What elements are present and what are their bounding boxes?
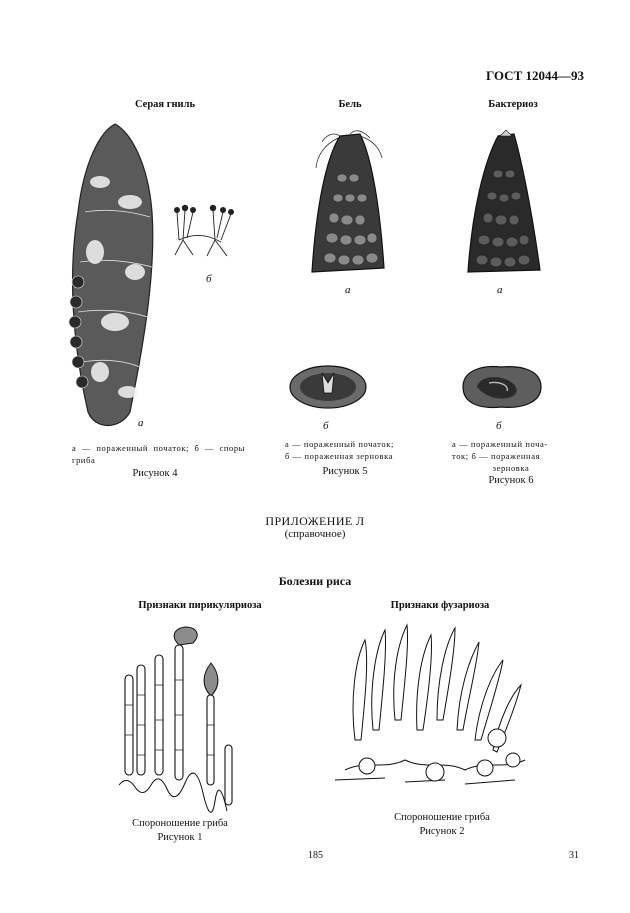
rice-figure1-number: Рисунок 1	[157, 832, 203, 843]
figure6-cob-illustration	[458, 132, 550, 277]
appendix-title: ПРИЛОЖЕНИЕ Л	[265, 514, 365, 528]
figure5-cob-illustration	[300, 128, 400, 280]
figure5-kernel-illustration	[288, 363, 368, 411]
figure5-caption-line1: а — пораженный початок;	[285, 439, 394, 449]
figure5-label-b: б	[323, 420, 329, 432]
figure6-caption-line1: а — пораженный поча-	[452, 439, 548, 449]
rice-figure1-title: Признаки пирикуляриоза	[138, 600, 262, 611]
rice-figure1-caption: Спороношение гриба	[132, 818, 228, 829]
figure6-caption-line3: зерновка	[492, 463, 530, 473]
figure4-label-b: б	[206, 273, 212, 285]
page-number-right: 31	[569, 850, 579, 861]
figure5-label-a: а	[345, 284, 351, 296]
rice-figure2-caption: Спороношение гриба	[394, 812, 490, 823]
rice-figure2-illustration	[325, 620, 530, 810]
figure6-caption-line2: ток; б — пораженная	[452, 451, 541, 461]
figure6-number: Рисунок 6	[488, 475, 534, 486]
appendix-subtitle: (справочное)	[284, 528, 346, 540]
figure6-title: Бактериоз	[488, 99, 538, 110]
figure5-number: Рисунок 5	[322, 466, 368, 477]
rice-figure2-title: Признаки фузариоза	[390, 600, 490, 611]
figure5-caption-line2: б — пораженная зерновка	[285, 451, 394, 461]
figure4-number: Рисунок 4	[132, 468, 178, 479]
figure6-label-b: б	[496, 420, 502, 432]
figure4-title: Серая гниль	[134, 99, 196, 110]
rice-figure1-illustration	[115, 625, 265, 815]
figure4-caption: а — пораженный початок; б — споры гриба	[72, 443, 245, 465]
figure4-cob-illustration	[60, 122, 170, 432]
figure4-spores-illustration	[165, 200, 245, 270]
figure6-kernel-illustration	[455, 363, 545, 411]
appendix-heading: Болезни риса	[278, 574, 352, 588]
figure4-label-a: а	[138, 417, 144, 429]
figure5-title: Бель	[338, 99, 362, 110]
rice-figure2-number: Рисунок 2	[419, 826, 465, 837]
page-number-center: 185	[308, 850, 323, 861]
standard-header: ГОСТ 12044—93	[485, 68, 584, 83]
figure6-label-a: а	[497, 284, 503, 296]
